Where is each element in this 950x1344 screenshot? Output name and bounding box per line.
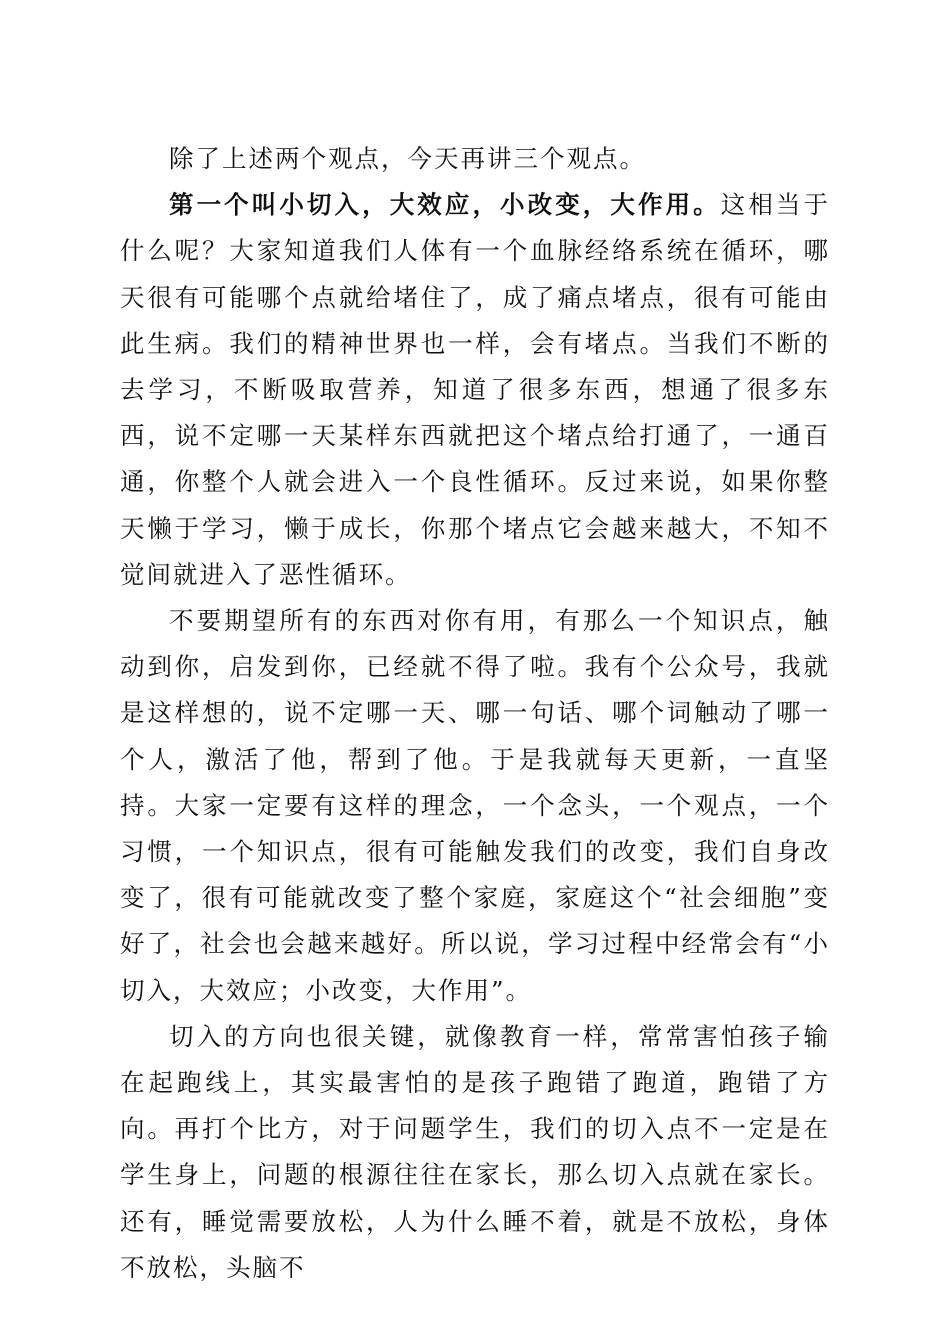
paragraph-small-entry-heading: 第一个叫小切入，大效应，小改变，大作用。 — [169, 190, 721, 220]
document-body — [120, 136, 830, 1291]
paragraph-intro — [120, 136, 830, 182]
paragraph-small-entry — [120, 182, 830, 598]
paragraph-intro-text: 除了上述两个观点，今天再讲三个观点。 — [169, 144, 646, 173]
paragraph-entry-direction-text: 切入的方向也很关键，就像教育一样，常常害怕孩子输在起跑线上，其实最害怕的是孩子跑错了跑道，跑错了方向。再打个比方，对于问题学生，我们的切入点不一定是在学生身上，问题的根源往往在家长，那么切入点就在家长。还有，睡觉需要放松，人为什么睡不着，就是不放松，身体不放松，头脑不 — [120, 1021, 830, 1282]
paragraph-knowledge-point-text: 不要期望所有的东西对你有用，有那么一个知识点，触动到你，启发到你，已经就不得了啦。我有个公众号，我就是这样想的，说不定哪一天、哪一句话、哪个词触动了哪一个人，激活了他，帮到了他。于是我就每天更新，一直坚持。大家一定要有这样的理念，一个念头，一个观点，一个习惯，一个知识点，很有可能触发我们的改变，我们自身改变了，很有可能就改变了整个家庭，家庭这个“社会细胞”变好了，社会也会越来越好。所以说，学习过程中经常会有“小切入，大效应；小改变，大作用”。 — [120, 606, 830, 1005]
paragraph-knowledge-point — [120, 598, 830, 1014]
paragraph-small-entry-text: 这相当于什么呢？大家知道我们人体有一个血脉经络系统在循环，哪天很有可能哪个点就给堵住了，成了痛点堵点，很有可能由此生病。我们的精神世界也一样，会有堵点。当我们不断的去学习，不断吸取营养，知道了很多东西，想通了很多东西，说不定哪一天某样东西就把这个堵点给打通了，一通百通，你整个人就会进入一个良性循环。反过来说，如果你整天懒于学习，懒于成长，你那个堵点它会越来越大，不知不觉间就进入了恶性循环。 — [120, 190, 831, 589]
paragraph-entry-direction — [120, 1014, 830, 1291]
